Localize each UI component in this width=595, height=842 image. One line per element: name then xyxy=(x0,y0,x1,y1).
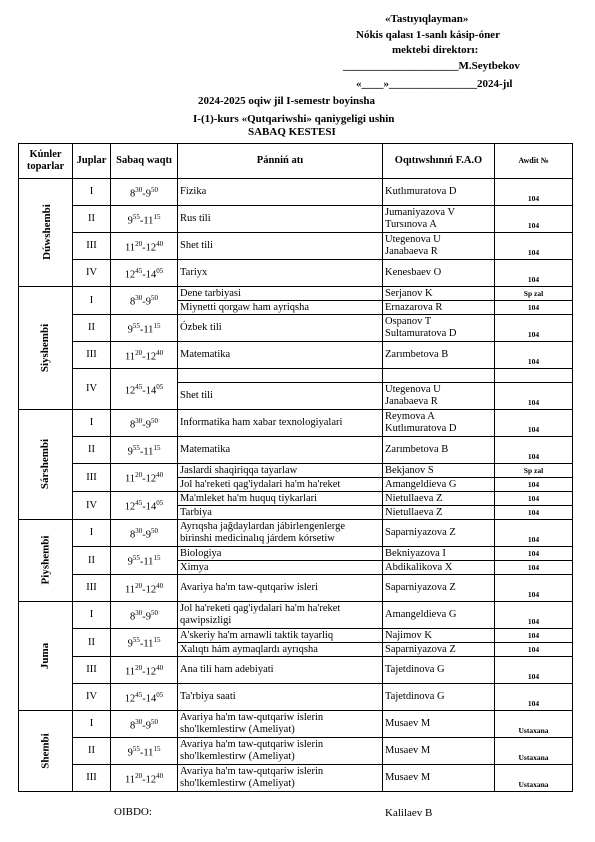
time-start-hour: 11 xyxy=(124,666,136,678)
pair-cell: III xyxy=(73,765,111,792)
day-label: Sárshembi xyxy=(39,438,52,490)
time-start-min: 30 xyxy=(135,185,143,194)
time-start-hour: 11 xyxy=(124,774,136,786)
table-row xyxy=(19,492,573,506)
time-cell xyxy=(111,369,178,410)
time-start-min: 55 xyxy=(132,321,140,330)
time-start-min: 30 xyxy=(135,717,143,726)
time-separator: - xyxy=(142,385,146,397)
time-start-hour: 9 xyxy=(127,446,133,458)
table-row xyxy=(19,260,573,287)
teacher-cell: Zarımbetova B xyxy=(383,437,495,464)
teacher-cell: Nietullaeva Z xyxy=(383,506,495,520)
time-end-min: 05 xyxy=(156,690,164,699)
teacher-cell: Tajetdinova G xyxy=(383,657,495,684)
table-row xyxy=(19,464,573,478)
room-cell: Ustaxana xyxy=(495,738,573,765)
subject-cell: Biologiya xyxy=(178,547,383,561)
time-start-hour: 12 xyxy=(124,693,136,705)
room-cell: 104 xyxy=(495,520,573,547)
time-separator: - xyxy=(139,324,144,336)
table-row xyxy=(19,206,573,233)
room-cell: 104 xyxy=(495,260,573,287)
teacher-cell: Abdikalikova X xyxy=(383,561,495,575)
teacher-cell: Zarımbetova B xyxy=(383,342,495,369)
time-end-hour: 14 xyxy=(145,501,157,513)
pair-cell: I xyxy=(73,520,111,547)
room-cell: 104 xyxy=(495,383,573,410)
time-separator: - xyxy=(142,720,146,732)
time-separator: - xyxy=(139,556,144,568)
time-cell xyxy=(111,464,178,492)
time-end-min: 50 xyxy=(151,717,158,726)
time-start-min: 20 xyxy=(135,239,143,248)
time-separator: - xyxy=(142,296,146,308)
table-row xyxy=(19,657,573,684)
time-start-min: 45 xyxy=(135,382,143,391)
time-cell xyxy=(111,437,178,464)
pair-cell: III xyxy=(73,464,111,492)
room-cell: Sp zal xyxy=(495,287,573,301)
time-separator: - xyxy=(139,747,144,759)
footer-left: OIBDO: xyxy=(114,806,152,818)
day-label: Piyshembi xyxy=(39,535,52,585)
year-line: 2024-2025 oqiw jil I-semestr boyinsha xyxy=(198,95,376,107)
subject-cell: Rus tili xyxy=(178,206,383,233)
day-cell xyxy=(19,520,73,602)
time-end-hour: 12 xyxy=(145,473,157,485)
footer-right: Kalilaev B xyxy=(385,807,433,819)
teacher-cell: Kutlımuratova D xyxy=(383,179,495,206)
time-end-hour: 12 xyxy=(145,584,157,596)
subject-cell: Tariyx xyxy=(178,260,383,287)
room-cell: 104 xyxy=(495,233,573,260)
pair-cell: I xyxy=(73,410,111,437)
subject-cell: Ayrıqsha jağdaylardan jábirlengenlerge birinshi medicinalıq járdem kórsetiw xyxy=(178,520,383,547)
subject-cell: Ta'rbiya saati xyxy=(178,684,383,711)
subject-cell: Jol ha'reketi qag'iydalari ha'm ha'reket xyxy=(178,478,383,492)
day-cell xyxy=(19,711,73,792)
time-separator: - xyxy=(142,351,146,363)
time-start-min: 55 xyxy=(132,212,140,221)
time-cell xyxy=(111,315,178,342)
pair-cell: IV xyxy=(73,684,111,711)
time-separator: - xyxy=(142,242,146,254)
pair-cell: III xyxy=(73,657,111,684)
teacher-cell: Kenesbaev O xyxy=(383,260,495,287)
time-end-min: 15 xyxy=(153,321,161,330)
time-end-hour: 11 xyxy=(143,446,154,458)
table-row xyxy=(19,711,573,738)
time-cell xyxy=(111,179,178,206)
subject-cell: Ximya xyxy=(178,561,383,575)
room-cell: 104 xyxy=(495,506,573,520)
subject-cell: Tarbiya xyxy=(178,506,383,520)
subject-cell: Avariya ha'm taw-qutqariw islerin sho'lkemlestirw (Ameliyat) xyxy=(178,711,383,738)
room-cell: 104 xyxy=(495,657,573,684)
subject-cell: Avariya ha'm taw-qutqariw isleri xyxy=(178,575,383,602)
subject-cell: Matematika xyxy=(178,437,383,464)
pair-cell: II xyxy=(73,206,111,233)
time-end-hour: 14 xyxy=(145,693,157,705)
time-separator: - xyxy=(142,529,146,541)
teacher-cell: Saparniyazova Z xyxy=(383,643,495,657)
room-cell: 104 xyxy=(495,437,573,464)
day-label: Shembi xyxy=(39,732,52,769)
time-start-hour: 11 xyxy=(124,473,136,485)
room-cell: 104 xyxy=(495,342,573,369)
time-separator: - xyxy=(142,269,146,281)
time-separator: - xyxy=(142,774,146,786)
teacher-cell: Bekniyazova I xyxy=(383,547,495,561)
time-end-hour: 14 xyxy=(145,385,157,397)
time-end-min: 50 xyxy=(151,608,158,617)
pair-cell: I xyxy=(73,602,111,629)
room-cell: Ustaxana xyxy=(495,711,573,738)
room-cell: 104 xyxy=(495,206,573,233)
teacher-cell: Utegenova U Janabaeva R xyxy=(383,233,495,260)
table-row xyxy=(19,765,573,792)
time-start-hour: 12 xyxy=(124,385,136,397)
day-cell xyxy=(19,287,73,410)
teacher-cell: Saparniyazova Z xyxy=(383,520,495,547)
time-cell xyxy=(111,738,178,765)
subject-cell: Dene tarbiyasi xyxy=(178,287,383,301)
teacher-cell: Amangeldieva G xyxy=(383,602,495,629)
table-row xyxy=(19,233,573,260)
time-cell xyxy=(111,575,178,602)
time-end-hour: 11 xyxy=(143,747,154,759)
time-separator: - xyxy=(142,188,146,200)
approve-label: «Tastıyıqlayman» xyxy=(385,13,469,25)
time-cell xyxy=(111,492,178,520)
teacher-cell: Jumaniyazova V Tursınova A xyxy=(383,206,495,233)
pair-cell: II xyxy=(73,437,111,464)
col-room: Awdit № xyxy=(495,144,573,179)
room-cell: 104 xyxy=(495,643,573,657)
time-cell xyxy=(111,260,178,287)
pair-cell: I xyxy=(73,287,111,315)
table-row xyxy=(19,342,573,369)
time-start-hour: 9 xyxy=(127,556,133,568)
time-end-min: 40 xyxy=(156,771,164,780)
schedule-table xyxy=(18,143,573,792)
time-end-hour: 12 xyxy=(145,774,157,786)
time-start-min: 30 xyxy=(135,294,143,303)
subject-cell: Jaslardi shaqiriqqa tayarlaw xyxy=(178,464,383,478)
director-title: mektebi direktorı: xyxy=(392,44,479,56)
pair-cell: III xyxy=(73,233,111,260)
time-start-hour: 12 xyxy=(124,269,136,281)
time-cell xyxy=(111,206,178,233)
col-days: Kúnler toparlar xyxy=(19,144,73,179)
time-end-min: 40 xyxy=(156,348,164,357)
time-start-min: 55 xyxy=(132,554,140,563)
teacher-cell: Reymova A Kutlımuratova D xyxy=(383,410,495,437)
teacher-cell: Serjanov K xyxy=(383,287,495,301)
time-cell xyxy=(111,765,178,792)
time-end-hour: 11 xyxy=(143,324,154,336)
room-cell: 104 xyxy=(495,410,573,437)
time-end-hour: 12 xyxy=(145,666,157,678)
time-start-hour: 9 xyxy=(127,324,133,336)
subject-cell: Ana tili ham adebiyati xyxy=(178,657,383,684)
time-start-min: 45 xyxy=(135,266,143,275)
time-cell xyxy=(111,520,178,547)
table-row xyxy=(19,738,573,765)
time-end-hour: 9 xyxy=(145,188,151,200)
pair-cell: III xyxy=(73,342,111,369)
time-end-min: 05 xyxy=(156,266,164,275)
teacher-cell: Bekjanov S xyxy=(383,464,495,478)
time-start-hour: 11 xyxy=(124,242,136,254)
table-row xyxy=(19,547,573,561)
table-row xyxy=(19,437,573,464)
time-start-min: 45 xyxy=(135,499,143,508)
time-end-hour: 12 xyxy=(145,351,157,363)
teacher-cell: Musaev M xyxy=(383,738,495,765)
room-cell: Ustaxana xyxy=(495,765,573,792)
time-separator: - xyxy=(139,638,144,650)
time-cell xyxy=(111,684,178,711)
subject-cell: Miynetti qorgaw ham ayriqsha xyxy=(178,301,383,315)
time-start-hour: 8 xyxy=(130,419,136,431)
time-separator: - xyxy=(142,584,146,596)
time-cell xyxy=(111,711,178,738)
table-row xyxy=(19,629,573,643)
page-title: SABAQ KESTESI xyxy=(248,126,336,138)
room-cell: 104 xyxy=(495,561,573,575)
time-cell xyxy=(111,657,178,684)
pair-cell: IV xyxy=(73,492,111,520)
subject-cell: Ma'mleket ha'm huquq tiykarlari xyxy=(178,492,383,506)
time-start-hour: 8 xyxy=(130,188,136,200)
time-start-hour: 8 xyxy=(130,529,136,541)
time-separator: - xyxy=(139,215,144,227)
time-separator: - xyxy=(142,666,146,678)
day-label: Dúwshembi xyxy=(40,204,53,260)
subject-cell: Fizika xyxy=(178,179,383,206)
director-signature-line: _____________________M.Seytbekov xyxy=(343,60,520,72)
time-start-min: 55 xyxy=(132,636,140,645)
table-header xyxy=(19,144,573,179)
time-start-min: 30 xyxy=(135,608,143,617)
time-end-hour: 9 xyxy=(145,296,151,308)
teacher-cell: Utegenova U Janabaeva R xyxy=(383,383,495,410)
time-cell xyxy=(111,342,178,369)
teacher-cell: Ernazarova R xyxy=(383,301,495,315)
table-row xyxy=(19,520,573,547)
time-separator: - xyxy=(139,446,144,458)
table-row xyxy=(19,575,573,602)
time-end-hour: 11 xyxy=(143,215,154,227)
time-start-min: 20 xyxy=(135,663,143,672)
time-start-hour: 8 xyxy=(130,720,136,732)
room-cell: 104 xyxy=(495,478,573,492)
time-start-min: 30 xyxy=(135,416,143,425)
room-cell: 104 xyxy=(495,492,573,506)
col-subject: Pánniń atı xyxy=(178,144,383,179)
pair-cell: I xyxy=(73,179,111,206)
school-name: Nókis qalası 1-sanlı kásip-óner xyxy=(356,29,500,41)
time-cell xyxy=(111,287,178,315)
pair-cell: IV xyxy=(73,369,111,410)
time-end-min: 50 xyxy=(151,185,158,194)
teacher-cell: Musaev M xyxy=(383,711,495,738)
pair-cell: II xyxy=(73,738,111,765)
table-row xyxy=(19,410,573,437)
time-cell xyxy=(111,410,178,437)
day-cell xyxy=(19,410,73,520)
day-label: Juma xyxy=(39,642,52,669)
room-cell: 104 xyxy=(495,602,573,629)
time-start-hour: 11 xyxy=(124,584,136,596)
room-cell: 104 xyxy=(495,179,573,206)
pair-cell: II xyxy=(73,629,111,657)
time-end-min: 05 xyxy=(156,499,164,508)
teacher-cell: Nietullaeva Z xyxy=(383,492,495,506)
subject-cell: Avariya ha'm taw-qutqariw islerin sho'lkemlestirw (Ameliyat) xyxy=(178,738,383,765)
subject-cell: Jol ha'reketi qag'iydalari ha'm ha'reket qawipsizligi xyxy=(178,602,383,629)
time-start-min: 30 xyxy=(135,526,143,535)
time-end-hour: 11 xyxy=(143,556,154,568)
subject-cell xyxy=(178,369,383,383)
time-end-min: 50 xyxy=(151,294,158,303)
teacher-cell xyxy=(383,369,495,383)
time-end-min: 40 xyxy=(156,663,164,672)
time-end-hour: 9 xyxy=(145,419,151,431)
time-end-min: 15 xyxy=(153,443,161,452)
subject-cell: Informatika ham xabar texnologiyalari xyxy=(178,410,383,437)
subject-cell: Shet tili xyxy=(178,233,383,260)
time-start-hour: 11 xyxy=(124,351,136,363)
time-end-min: 15 xyxy=(153,212,161,221)
room-cell: 104 xyxy=(495,301,573,315)
time-start-hour: 9 xyxy=(127,638,133,650)
room-cell: Sp zal xyxy=(495,464,573,478)
course-line: I-(1)-kurs «Qutqariwshi» qaniygeligi ushin xyxy=(193,113,395,125)
pair-cell: I xyxy=(73,711,111,738)
time-end-min: 50 xyxy=(151,526,158,535)
teacher-cell: Musaev M xyxy=(383,765,495,792)
teacher-cell: Amangeldieva G xyxy=(383,478,495,492)
time-end-min: 50 xyxy=(151,416,158,425)
pair-cell: II xyxy=(73,315,111,342)
time-end-hour: 11 xyxy=(143,638,154,650)
day-cell xyxy=(19,602,73,711)
time-start-min: 55 xyxy=(132,443,140,452)
teacher-cell: Saparniyazova Z xyxy=(383,575,495,602)
time-start-min: 45 xyxy=(135,690,143,699)
pair-cell: II xyxy=(73,547,111,575)
room-cell: 104 xyxy=(495,547,573,561)
date-line: «____»________________2024-jıl xyxy=(356,78,513,90)
col-teacher: Oqıtıwshınıń F.A.O xyxy=(383,144,495,179)
col-time: Sabaq waqtı xyxy=(111,144,178,179)
time-cell xyxy=(111,233,178,260)
subject-cell: Matematika xyxy=(178,342,383,369)
time-end-min: 15 xyxy=(153,744,161,753)
subject-cell: Shet tili xyxy=(178,383,383,410)
table-row xyxy=(19,684,573,711)
time-start-hour: 9 xyxy=(127,215,133,227)
time-end-min: 40 xyxy=(156,471,164,480)
day-cell xyxy=(19,179,73,287)
time-end-hour: 14 xyxy=(145,269,157,281)
subject-cell: Xalıqtı hám aymaqlardı ayrıqsha xyxy=(178,643,383,657)
time-start-hour: 8 xyxy=(130,296,136,308)
room-cell: 104 xyxy=(495,575,573,602)
time-separator: - xyxy=(142,693,146,705)
room-cell: 104 xyxy=(495,315,573,342)
time-start-min: 55 xyxy=(132,744,140,753)
time-end-min: 15 xyxy=(153,554,161,563)
time-start-min: 20 xyxy=(135,348,143,357)
teacher-cell: Najimov K xyxy=(383,629,495,643)
table-row xyxy=(19,602,573,629)
time-end-hour: 12 xyxy=(145,242,157,254)
table-row xyxy=(19,369,573,383)
time-start-hour: 12 xyxy=(124,501,136,513)
room-cell: 104 xyxy=(495,629,573,643)
room-cell: 104 xyxy=(495,684,573,711)
time-separator: - xyxy=(142,611,146,623)
time-start-hour: 8 xyxy=(130,611,136,623)
subject-cell: Ózbek tili xyxy=(178,315,383,342)
time-end-min: 40 xyxy=(156,239,164,248)
time-end-hour: 9 xyxy=(145,611,151,623)
teacher-cell: Ospanov T Sultamuratova D xyxy=(383,315,495,342)
time-end-min: 05 xyxy=(156,382,164,391)
time-end-min: 15 xyxy=(153,636,161,645)
time-end-min: 40 xyxy=(156,581,164,590)
pair-cell: IV xyxy=(73,260,111,287)
time-start-hour: 9 xyxy=(127,747,133,759)
table-row xyxy=(19,287,573,301)
time-start-min: 20 xyxy=(135,581,143,590)
time-separator: - xyxy=(142,501,146,513)
table-row xyxy=(19,315,573,342)
time-cell xyxy=(111,547,178,575)
col-pairs: Juplar xyxy=(73,144,111,179)
time-cell xyxy=(111,602,178,629)
room-cell xyxy=(495,369,573,383)
time-separator: - xyxy=(142,419,146,431)
table-row xyxy=(19,179,573,206)
time-end-hour: 9 xyxy=(145,529,151,541)
time-separator: - xyxy=(142,473,146,485)
day-label: Siyshembi xyxy=(39,323,52,372)
subject-cell: Avariya ha'm taw-qutqariw islerin sho'lkemlestirw (Ameliyat) xyxy=(178,765,383,792)
time-cell xyxy=(111,629,178,657)
pair-cell: III xyxy=(73,575,111,602)
teacher-cell: Tajetdinova G xyxy=(383,684,495,711)
time-start-min: 20 xyxy=(135,771,143,780)
time-end-hour: 9 xyxy=(145,720,151,732)
time-start-min: 20 xyxy=(135,471,143,480)
subject-cell: A'skeriy ha'm arnawli taktik tayarliq xyxy=(178,629,383,643)
